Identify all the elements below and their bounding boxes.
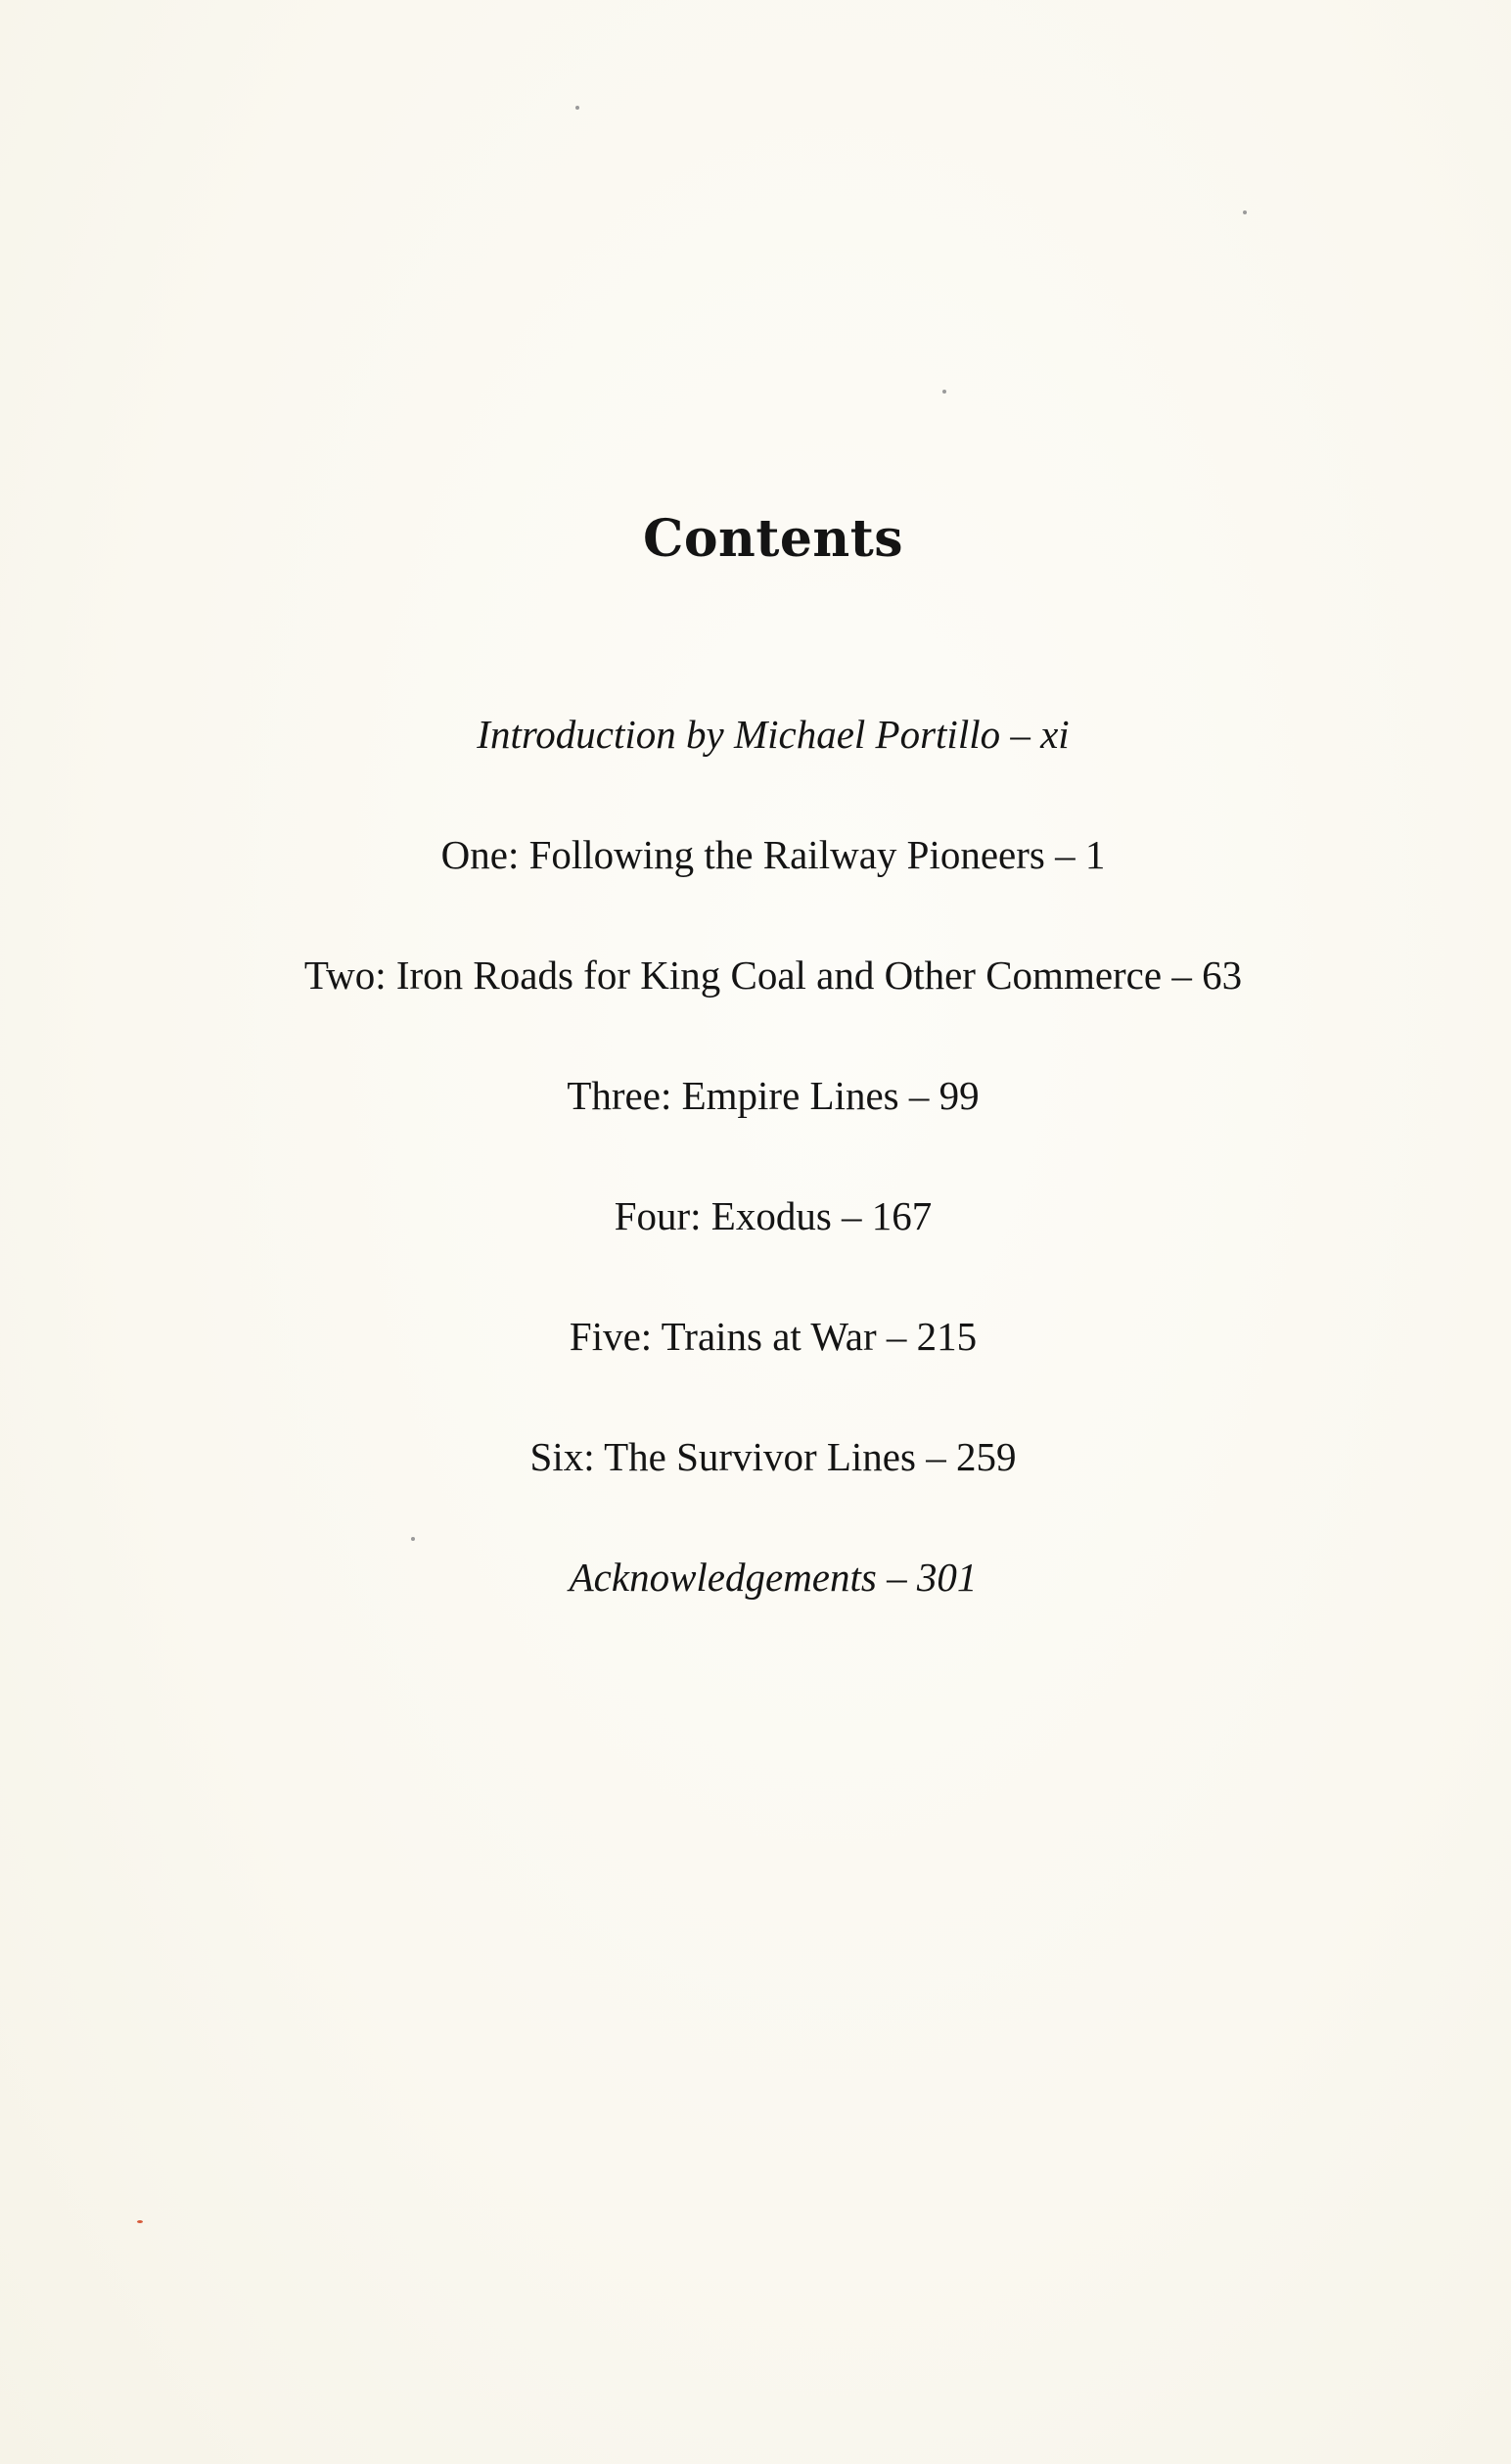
toc-entry-acknowledgements: Acknowledgements – 301 — [569, 1555, 978, 1600]
toc-entry-chapter-five: Five: Trains at War – 215 — [569, 1314, 978, 1359]
toc-entry-chapter-one: One: Following the Railway Pioneers – 1 — [440, 832, 1106, 877]
toc-entry-introduction: Introduction by Michael Portillo – xi — [477, 712, 1070, 757]
toc-entry-chapter-two: Two: Iron Roads for King Coal and Other Commerce – 63 — [303, 953, 1243, 998]
paper-speck — [575, 106, 579, 110]
paper-speck — [411, 1537, 415, 1541]
paper-speck — [137, 2220, 143, 2223]
toc-entry-chapter-six: Six: The Survivor Lines – 259 — [529, 1434, 1017, 1479]
toc-entry-chapter-three: Three: Empire Lines – 99 — [567, 1073, 980, 1118]
paper-speck — [1243, 210, 1247, 214]
paper-speck — [942, 390, 946, 394]
table-of-contents — [0, 705, 1511, 1668]
page-title: Contents — [642, 509, 904, 569]
toc-entry-chapter-four: Four: Exodus – 167 — [614, 1193, 933, 1238]
